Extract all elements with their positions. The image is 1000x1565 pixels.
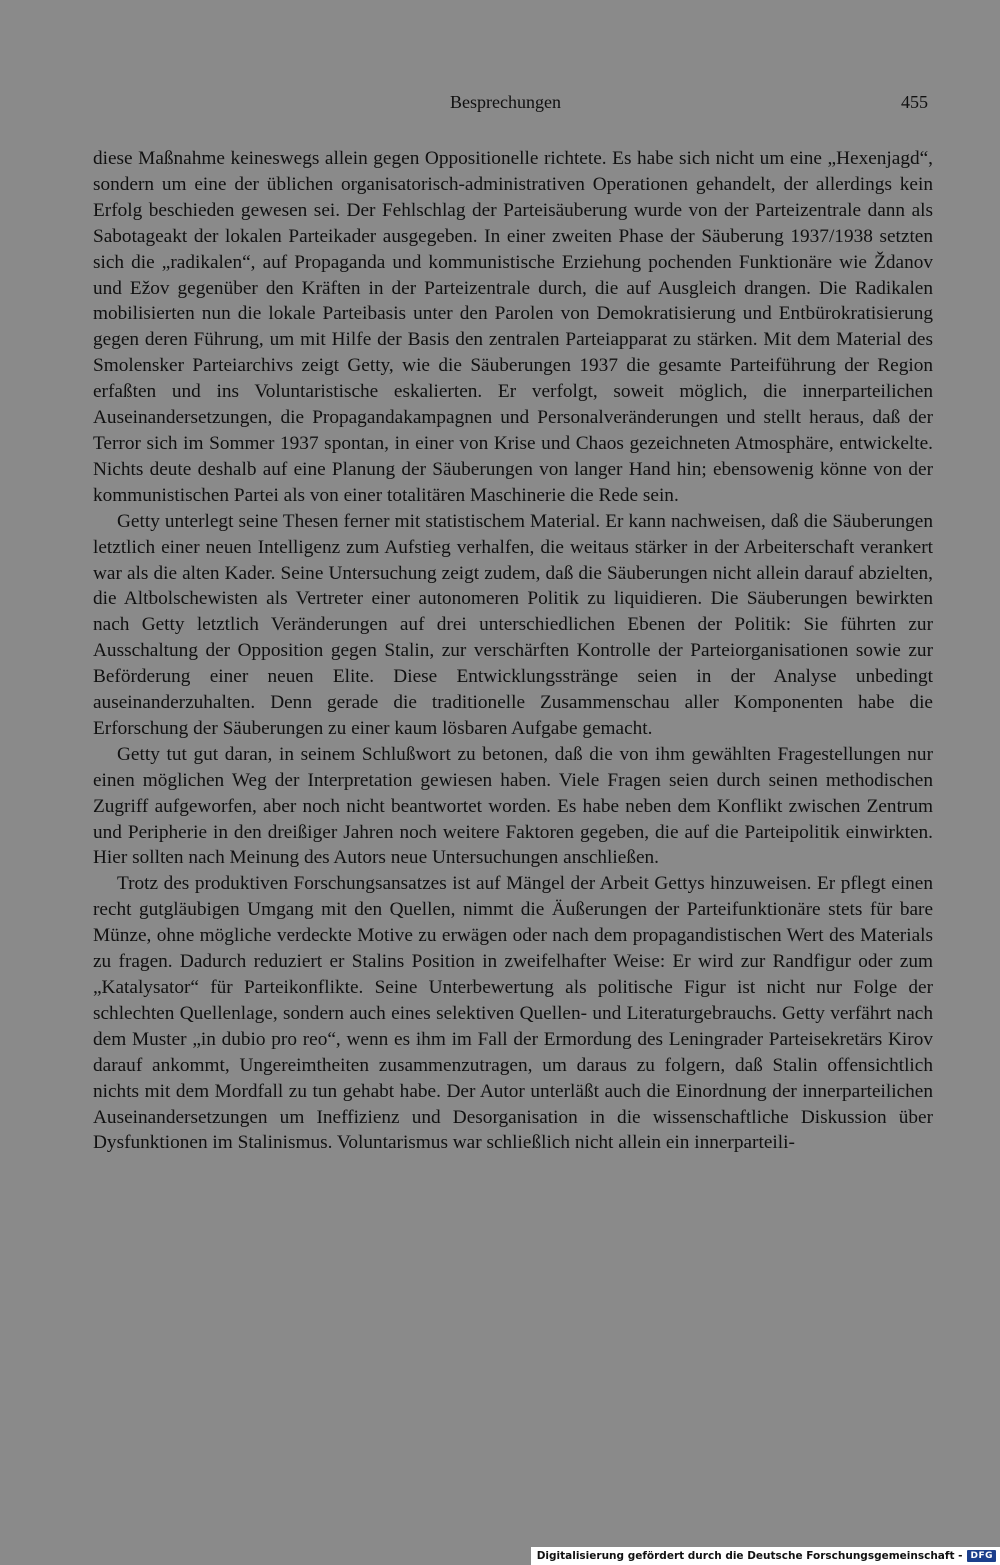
digitization-banner (531, 1547, 1000, 1565)
paragraph-1: diese Maßnahme keineswegs allein gegen Oppositionelle richtete. Es habe sich nicht um eine „Hexenjagd“, sondern um eine der üblichen organisatorisch-administrativen Operationen gehandelt, der allerdings kein Erfolg beschieden gewesen sei. Der Fehlschlag der Parteisäuberung wurde von der Parteizentrale dann als Sabotageakt der lokalen Parteikader ausgegeben. In einer zweiten Phase der Säuberung 1937/1938 setzten sich die „radikalen“, auf Propaganda und kommunistische Erziehung pochenden Funktionäre wie Ždanov und Ežov gegenüber den Kräften in der Parteizentrale durch, die auf Ausgleich drangen. Die Radikalen mobilisierten nun die lokale Parteibasis unter den Parolen von Demokratisierung und Entbürokratisierung gegen deren Führung, um mit Hilfe der Basis den zentralen Parteiapparat zu stärken. Mit dem Material des Smolensker Parteiarchivs zeigt Getty, wie die Säuberungen 1937 die gesamte Parteiführung der Region erfaßten und ins Voluntaristische eskalierten. Er verfolgt, soweit möglich, die innerparteilichen Auseinandersetzungen, die Propagandakampagnen und Personalveränderungen und stellt heraus, daß der Terror sich im Sommer 1937 spontan, in einer von Krise und Chaos gezeichneten Atmosphäre, entwickelte. Nichts deute deshalb auf eine Planung der Säuberungen von langer Hand hin; ebensowenig könne von der kommunistischen Partei als von einer totalitären Maschinerie die Rede sein. (93, 148, 933, 506)
banner-text: Digitalisierung gefördert durch die Deutsche Forschungsgemeinschaft - (536, 1550, 963, 1562)
body-text (93, 146, 933, 1156)
paragraph-2: Getty unterlegt seine Thesen ferner mit statistischem Material. Er kann nachweisen, daß die Säuberungen letztlich einer neuen Intelligenz zum Aufstieg verhalfen, die weitaus stärker in der Arbeiterschaft verankert war als die alten Kader. Seine Untersuchung zeigt zudem, daß die Säuberungen nicht allein darauf abzielten, die Altbolschewisten als Vertreter einer autonomeren Politik zu liquidieren. Die Säuberungen bewirkten nach Getty letztlich Veränderungen auf drei unterschiedlichen Ebenen der Politik: Sie führten zur Ausschaltung der Opposition gegen Stalin, zur verschärften Kontrolle der Parteiorganisationen sowie zur Beförderung einer neuen Elite. Diese Entwicklungsstränge seien in der Analyse unbedingt auseinanderzuhalten. Denn gerade die traditionelle Zusammenschau aller Komponenten habe die Erforschung der Säuberungen zu einer kaum lösbaren Aufgabe gemacht. (93, 510, 933, 739)
page-header (0, 92, 1000, 122)
paragraph-3: Getty tut gut daran, in seinem Schlußwort zu betonen, daß die von ihm gewählten Fragestellungen nur einen möglichen Weg der Interpretation gewiesen haben. Viele Fragen seien durch seinen methodischen Zugriff aufgeworfen, aber noch nicht beantwortet worden. Es habe neben dem Konflikt zwischen Zentrum und Peripherie in den dreißiger Jahren noch weitere Faktoren gegeben, die auf die Parteipolitik einwirkten. Hier sollten nach Meinung des Autors neue Untersuchungen anschließen. (93, 743, 933, 869)
paragraph-4: Trotz des produktiven Forschungsansatzes ist auf Mängel der Arbeit Gettys hinzuweisen. Er pflegt einen recht gutgläubigen Umgang mit den Quellen, nimmt die Äußerungen der Parteifunktionäre stets für bare Münze, ohne mögliche verdeckte Motive zu erwägen oder nach dem propagandistischen Wert des Materials zu fragen. Dadurch reduziert er Stalins Position in zweifelhafter Weise: Er wird zur Randfigur oder zum „Katalysator“ für Parteikonflikte. Seine Unterbewertung als politische Figur ist nicht nur Folge der schlechten Quellenlage, sondern auch eines selektiven Quellen- und Literaturgebrauchs. Getty verfährt nach dem Muster „in dubio pro reo“, wenn es ihm im Fall der Ermordung des Leningrader Parteisekretärs Kirov darauf ankommt, Ungereimtheiten zusammenzutragen, um daraus zu folgern, daß Stalin offensichtlich nichts mit dem Mordfall zu tun gehabt habe. Der Autor unterläßt auch die Einordnung der innerparteilichen Auseinandersetzungen um Ineffizienz und Desorganisation in die wissenschaftliche Diskussion über Dysfunktionen im Stalinismus. Voluntarismus war schließlich nicht allein ein innerparteili- (93, 873, 933, 1154)
running-title: Besprechungen (450, 92, 561, 112)
page-number: 455 (901, 92, 928, 112)
dfg-logo-icon: DFG (967, 1550, 996, 1562)
